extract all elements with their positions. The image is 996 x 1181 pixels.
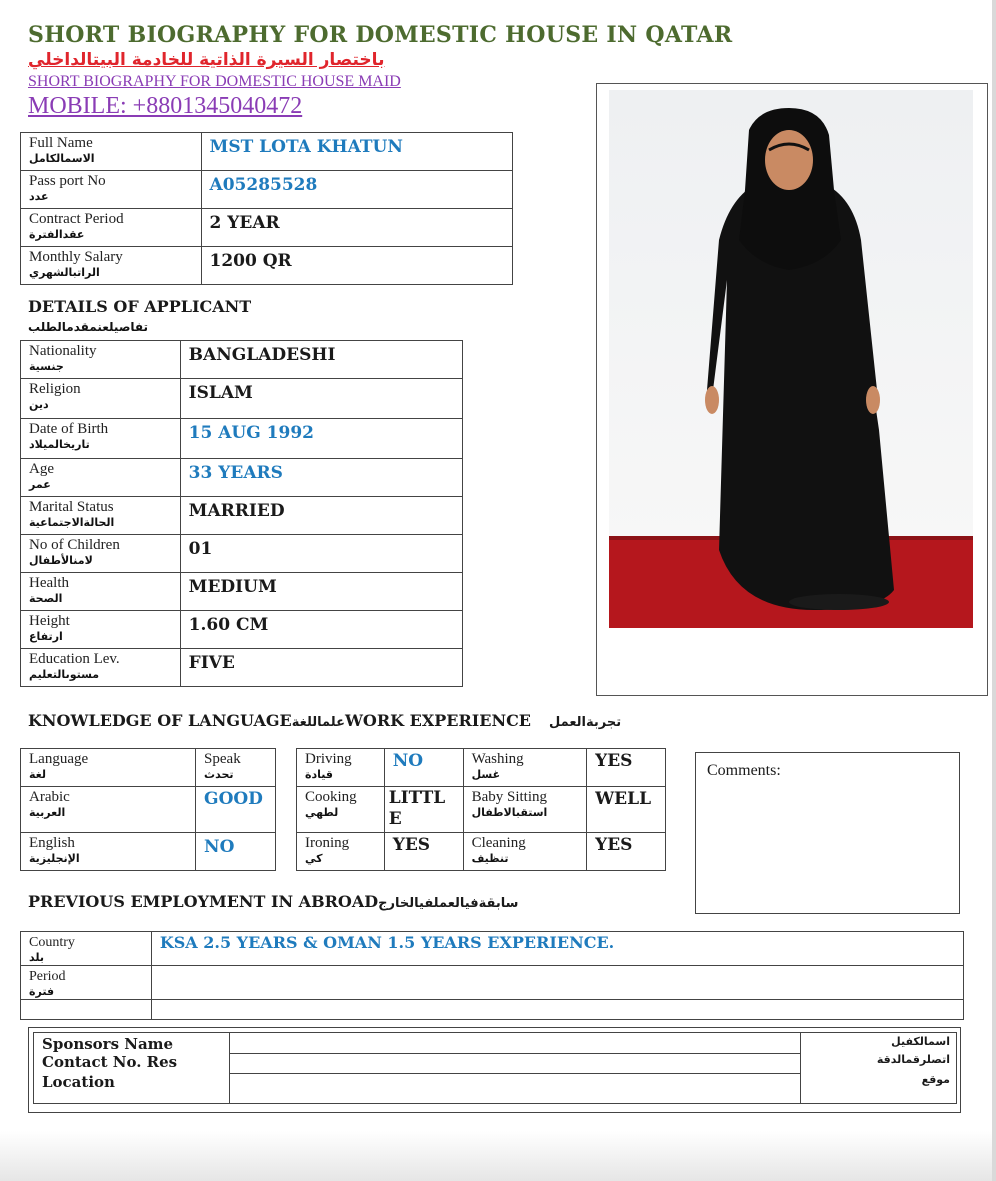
details-row-education: [21, 649, 463, 687]
comments-label: Comments:: [707, 762, 781, 779]
label-ar: ارتفاع: [29, 630, 63, 643]
skill-value: YES: [392, 835, 431, 855]
skill-value: YES: [595, 835, 633, 855]
details-row-age: [21, 459, 463, 497]
page-bottom-shadow: [0, 1131, 996, 1181]
prev-row-empty: [21, 1000, 964, 1020]
label-ar: الصحة: [29, 592, 63, 605]
lang-name-ar: الإنجليزية: [29, 852, 80, 865]
details-row-height: [21, 611, 463, 649]
previous-employment-heading: [28, 892, 518, 911]
sponsor-label: Contact No. Res: [42, 1053, 178, 1071]
skill-label-ar: كي: [305, 852, 323, 865]
skill-value: WELL: [595, 789, 652, 809]
skill-label: Baby Sitting: [471, 789, 547, 805]
details-row-nationality: [21, 341, 463, 379]
language-row-arabic: [21, 787, 276, 833]
details-row-dob: [21, 419, 463, 459]
skill-label-ar: استقبالاطفال: [471, 806, 548, 819]
language-row-english: [21, 833, 276, 871]
details-row-children: [21, 535, 463, 573]
lang-level: NO: [204, 837, 235, 857]
value-contract: 2 YEAR: [209, 213, 280, 233]
knowledge-heading: [28, 711, 621, 730]
skill-label-ar: تنظيف: [471, 852, 509, 865]
basic-row-full-name: [21, 133, 513, 171]
label-ar: لامنالأطفال: [29, 554, 93, 567]
label: Pass port No: [29, 173, 106, 189]
value-marital: MARRIED: [188, 501, 285, 521]
details-row-marital: [21, 497, 463, 535]
details-row-religion: [21, 379, 463, 419]
period-label-ar: فترة: [29, 985, 55, 998]
label: Health: [29, 575, 69, 591]
value-passport: A05285528: [209, 175, 318, 195]
sponsor-table: [33, 1032, 957, 1104]
subtitle: SHORT BIOGRAPHY FOR DOMESTIC HOUSE MAID: [28, 73, 401, 90]
label: Contract Period: [29, 211, 124, 227]
label-ar: دين: [29, 398, 49, 411]
sponsor-location-field[interactable]: [229, 1073, 800, 1103]
label-ar: عمر: [29, 478, 51, 491]
details-table: [20, 340, 463, 687]
prev-row-country: [21, 932, 964, 966]
label-ar: الاسمالكامل: [29, 152, 95, 165]
work-row-3: [297, 833, 666, 871]
label: No of Children: [29, 537, 120, 553]
language-table: [20, 748, 276, 871]
work-heading-ar: تجربةالعمل: [549, 715, 622, 730]
lang-name-ar: العربية: [29, 806, 66, 819]
sponsor-label: Sponsors Name: [42, 1035, 174, 1053]
language-header-row: [21, 749, 276, 787]
applicant-photo-drawing: [609, 90, 973, 628]
value-age: 33 YEARS: [188, 463, 283, 483]
skill-value: LITTLE: [388, 788, 446, 829]
value-health: MEDIUM: [188, 577, 277, 597]
work-experience-table: [296, 748, 666, 871]
sponsor-row-contact: [34, 1053, 957, 1073]
value-religion: ISLAM: [188, 383, 253, 403]
label: Religion: [29, 381, 81, 397]
lang-col-label: Language: [29, 751, 89, 767]
work-row-1: [297, 749, 666, 787]
lang-col-label-ar: لغة: [29, 768, 47, 781]
label: Marital Status: [29, 499, 114, 515]
lang-name: English: [29, 835, 75, 851]
sponsor-row-name: [34, 1033, 957, 1054]
page-title: SHORT BIOGRAPHY FOR DOMESTIC HOUSE IN QATAR: [28, 22, 733, 48]
skill-label-ar: غسل: [471, 768, 501, 781]
skill-value: NO: [392, 751, 424, 771]
applicant-photo: [609, 90, 973, 628]
skill-label: Cleaning: [471, 835, 526, 851]
basic-row-passport: [21, 171, 513, 209]
knowledge-heading-ar: علماللغة: [291, 715, 345, 730]
sponsor-label-ar: اسمالكفيل: [891, 1035, 950, 1048]
previous-heading-text: PREVIOUS EMPLOYMENT IN ABROAD: [28, 892, 379, 911]
value-nationality: BANGLADESHI: [188, 345, 336, 365]
skill-label-ar: لطهي: [305, 806, 339, 819]
label-ar: الحالةالاجتماعية: [29, 516, 115, 529]
label: Height: [29, 613, 70, 629]
value-dob: 15 AUG 1992: [188, 423, 314, 443]
previous-heading-ar: سابقةفيالعملفيالخارج: [378, 896, 519, 911]
skill-label: Ironing: [305, 835, 350, 851]
label-ar: جنسية: [29, 360, 64, 373]
label-ar: عدد: [29, 190, 49, 203]
value-height: 1.60 CM: [188, 615, 269, 635]
sponsor-row-location: [34, 1073, 957, 1103]
country-label-ar: بلد: [29, 951, 44, 964]
details-row-health: [21, 573, 463, 611]
label: Full Name: [29, 135, 93, 151]
speak-col-label: Speak: [204, 751, 241, 767]
speak-col-label-ar: تحدث: [204, 768, 234, 781]
skill-label: Driving: [305, 751, 352, 767]
period-value-cell: [151, 966, 963, 1000]
work-heading-text: WORK EXPERIENCE: [344, 711, 531, 730]
basic-info-table: [20, 132, 513, 285]
sponsor-label: Location: [42, 1073, 115, 1091]
label-ar: عقدالفترة: [29, 228, 85, 241]
skill-label: Cooking: [305, 789, 357, 805]
details-heading-ar: تفاصيلعنمقدمالطلب: [28, 320, 149, 334]
label: Education Lev.: [29, 651, 120, 667]
label: Age: [29, 461, 54, 477]
details-heading: DETAILS OF APPLICANT: [28, 297, 252, 316]
skill-label: Washing: [471, 751, 524, 767]
label-ar: مستوىالتعليم: [29, 668, 100, 681]
value-full-name: MST LOTA KHATUN: [209, 137, 403, 157]
arabic-title: باختصار السيرة الذاتية للخادمة البيتالداخلي: [28, 50, 385, 70]
value-education: FIVE: [188, 653, 235, 673]
skill-label-ar: قيادة: [305, 768, 333, 781]
label-ar: تاريخالميلاد: [29, 438, 90, 451]
work-row-2: [297, 787, 666, 833]
period-label: Period: [29, 969, 66, 984]
sponsor-label-ar: اتصلرقمالدقة: [876, 1053, 950, 1066]
previous-employment-table: [20, 931, 964, 1020]
lang-name: Arabic: [29, 789, 70, 805]
previous-employment-value: KSA 2.5 YEARS & OMAN 1.5 YEARS EXPERIENCE.: [159, 933, 615, 952]
value-salary: 1200 QR: [209, 251, 292, 271]
basic-row-salary: [21, 247, 513, 285]
label: Date of Birth: [29, 421, 109, 437]
mobile-number: MOBILE: +8801345040472: [28, 93, 303, 119]
value-children: 01: [188, 539, 213, 559]
label: Monthly Salary: [29, 249, 123, 265]
country-label: Country: [29, 935, 75, 950]
lang-level: GOOD: [204, 789, 263, 809]
basic-row-contract: [21, 209, 513, 247]
sponsor-contact-field[interactable]: [229, 1053, 800, 1073]
sponsor-name-field[interactable]: [229, 1033, 800, 1054]
page-right-edge: [992, 0, 996, 1181]
label-ar: الراتبالشهري: [29, 266, 100, 279]
label: Nationality: [29, 343, 97, 359]
knowledge-heading-text: KNOWLEDGE OF LANGUAGE: [28, 711, 292, 730]
sponsor-label-ar: موقع: [921, 1073, 950, 1086]
skill-value: YES: [595, 751, 633, 771]
prev-row-period: [21, 966, 964, 1000]
